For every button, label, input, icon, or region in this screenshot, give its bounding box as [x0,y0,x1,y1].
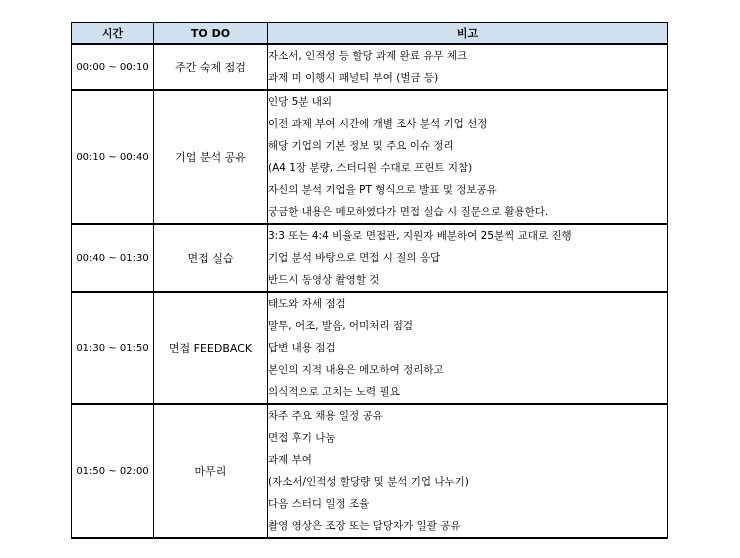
note-cell [268,404,668,538]
note-line: 이전 과제 부여 시간에 개별 조사 분석 기업 선정 [268,118,488,130]
note-line: 자신의 분석 기업을 PT 형식으로 발표 및 정보공유 [268,184,497,196]
table-row [72,44,668,90]
note-line: 과제 부여 [268,454,312,466]
table-row [72,224,668,292]
time-cell: 00:40 ~ 01:30 [72,224,154,292]
todo-cell: 면접 실습 [154,224,268,292]
note-line: (자소서/인적성 할당량 및 분석 기업 나누기) [268,476,469,488]
note-cell [268,224,668,292]
note-line: 촬영 영상은 조장 또는 담당자가 일괄 공유 [268,520,461,532]
note-line: 궁금한 내용은 메모하였다가 면접 실습 시 질문으로 활용한다. [268,206,549,218]
note-line: 과제 미 이행시 패널티 부여 (벌금 등) [268,72,439,84]
note-cell [268,90,668,224]
time-cell: 00:10 ~ 00:40 [72,90,154,224]
todo-cell: 면접 FEEDBACK [154,292,268,404]
note-line: 면접 후기 나눔 [268,432,336,444]
table-row [72,292,668,404]
table-row [72,90,668,224]
table-row [72,404,668,538]
note-line: 답변 내용 점검 [268,342,336,354]
todo-cell: 주간 숙제 점검 [154,44,268,90]
header-note: 비고 [268,23,668,45]
note-line: 기업 분석 바탕으로 면접 시 질의 응답 [268,252,441,264]
note-line: 말투, 어조, 발음, 어미처리 점검 [268,320,414,332]
time-cell: 01:50 ~ 02:00 [72,404,154,538]
note-line: 태도와 자세 점검 [268,298,346,310]
note-line: 의식적으로 고치는 노력 필요 [268,386,400,398]
time-cell: 01:30 ~ 01:50 [72,292,154,404]
note-line: 자소서, 인적성 등 할당 과제 완료 유무 체크 [268,50,468,62]
schedule-table [71,22,668,539]
note-cell [268,44,668,90]
schedule-body [72,44,668,538]
todo-cell: 기업 분석 공유 [154,90,268,224]
note-line: 다음 스터디 일정 조율 [268,498,370,510]
time-cell: 00:00 ~ 00:10 [72,44,154,90]
note-line: 인당 5분 내외 [268,96,333,108]
header-todo: TO DO [154,23,268,45]
note-line: 본인의 지적 내용은 메모하여 정리하고 [268,364,444,376]
note-line: 반드시 동영상 촬영할 것 [268,274,380,286]
header-row [72,23,668,45]
note-line: 해당 기업의 기본 정보 및 주요 이슈 정리 [268,140,454,152]
note-line: (A4 1장 분량, 스터디원 수대로 프린트 지참) [268,162,473,174]
note-line: 차주 주요 채용 일정 공유 [268,410,383,422]
note-cell [268,292,668,404]
todo-cell: 마무리 [154,404,268,538]
note-line: 3:3 또는 4:4 비율로 면접관, 지원자 배분하여 25분씩 교대로 진행 [268,230,572,242]
header-time: 시간 [72,23,154,45]
